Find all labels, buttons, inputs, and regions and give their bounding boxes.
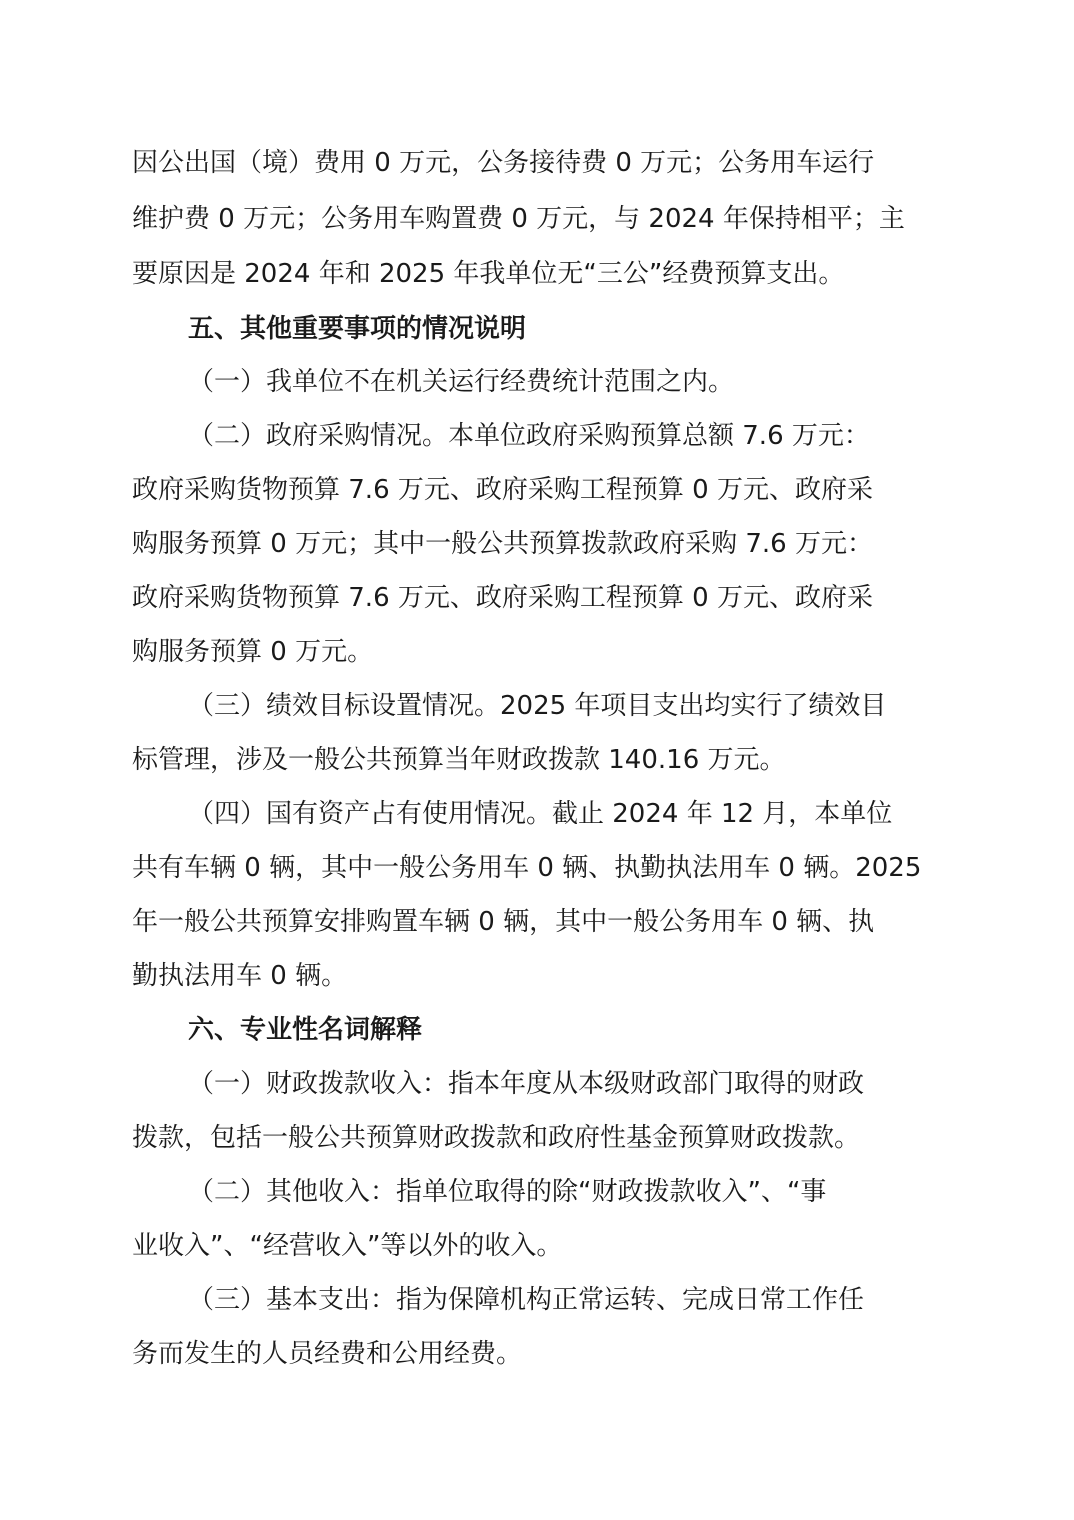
section5-item1 (0, 355, 1074, 409)
section5-item3-line-1 (0, 679, 1074, 733)
section5-item2-line-5 (0, 625, 1074, 679)
section5-item1-text: （一）我单位不在机关运行经费统计范围之内。 (188, 367, 735, 397)
section6-item2-text-1: （二）其他收入：指单位取得的除“财政拨款收入”、“事 (188, 1177, 827, 1207)
section6-item1-text-1: （一）财政拨款收入：指本年度从本级财政部门取得的财政 (188, 1069, 865, 1099)
section5-item3-text-2: 标管理，涉及一般公共预算当年财政拨款 140.16 万元。 (132, 745, 786, 775)
section5-heading-text: 五、其他重要事项的情况说明 (188, 314, 527, 344)
section6-item1-text-2: 拨款，包括一般公共预算财政拨款和政府性基金预算财政拨款。 (132, 1123, 861, 1153)
sangong-line-3 (0, 247, 940, 301)
section6-heading-text: 六、专业性名词解释 (188, 1015, 423, 1045)
section6-item3-text-2: 务而发生的人员经费和公用经费。 (132, 1339, 523, 1369)
section5-item2-line-4 (0, 571, 1074, 625)
section5-item4-text-1: （四）国有资产占有使用情况。截止 2024 年 12 月，本单位 (188, 799, 893, 829)
section6-item2-line-1 (0, 1165, 1074, 1219)
sangong-text-1: 因公出国（境）费用 0 万元，公务接待费 0 万元；公务用车运行 (132, 148, 875, 178)
section5-item2-line-3 (0, 517, 1074, 571)
section5-item4-text-4: 勤执法用车 0 辆。 (132, 961, 348, 991)
sangong-line-2 (0, 192, 940, 246)
section5-item2-text-5: 购服务预算 0 万元。 (132, 637, 374, 667)
section5-item3-line-2 (0, 733, 1074, 787)
section5-heading (0, 302, 1074, 356)
section6-item3-line-1 (0, 1273, 1074, 1327)
section5-item2-text-2: 政府采购货物预算 7.6 万元、政府采购工程预算 0 万元、政府采 (132, 475, 873, 505)
section6-item1-line-2 (0, 1111, 1074, 1165)
section5-item3-text-1: （三）绩效目标设置情况。2025 年项目支出均实行了绩效目 (188, 691, 887, 721)
sangong-line-1 (0, 136, 940, 190)
section6-item1-line-1 (0, 1057, 1074, 1111)
section5-item4-line-2 (0, 841, 1074, 895)
section5-item2-line-2 (0, 463, 1074, 517)
section6-item2-line-2 (0, 1219, 1074, 1273)
section5-item4-line-1 (0, 787, 1074, 841)
section5-item2-text-1: （二）政府采购情况。本单位政府采购预算总额 7.6 万元： (188, 421, 870, 451)
section5-item2-text-3: 购服务预算 0 万元；其中一般公共预算拨款政府采购 7.6 万元： (132, 529, 873, 559)
sangong-text-3: 要原因是 2024 年和 2025 年我单位无“三公”经费预算支出。 (132, 259, 845, 289)
section5-item2-line-1 (0, 409, 1074, 463)
section6-heading (0, 1003, 1074, 1057)
sangong-text-2: 维护费 0 万元；公务用车购置费 0 万元，与 2024 年保持相平；主 (132, 204, 905, 234)
section5-item4-text-3: 年一般公共预算安排购置车辆 0 辆，其中一般公务用车 0 辆、执 (132, 907, 875, 937)
section5-item2-text-4: 政府采购货物预算 7.6 万元、政府采购工程预算 0 万元、政府采 (132, 583, 873, 613)
section5-item4-text-2: 共有车辆 0 辆，其中一般公务用车 0 辆、执勤执法用车 0 辆。2025 (132, 853, 922, 883)
section5-item4-line-4 (0, 949, 1074, 1003)
section6-item3-text-1: （三）基本支出：指为保障机构正常运转、完成日常工作任 (188, 1285, 865, 1315)
section6-item3-line-2 (0, 1327, 1074, 1381)
section6-item2-text-2: 业收入”、“经营收入”等以外的收入。 (132, 1231, 563, 1261)
section5-item4-line-3 (0, 895, 1074, 949)
